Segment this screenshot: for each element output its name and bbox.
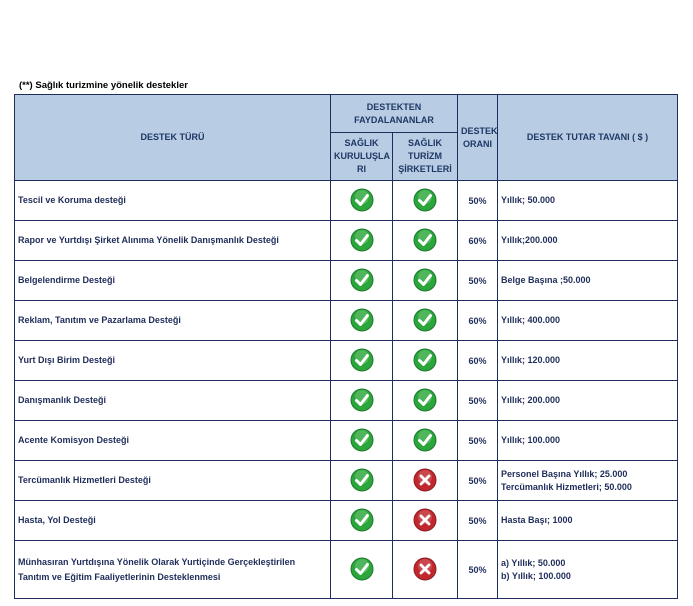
table-row [15, 421, 678, 461]
cross-icon [413, 468, 437, 494]
check-icon [350, 468, 374, 494]
support-type-cell: Acente Komisyon Desteği [15, 421, 331, 461]
support-cap-line: Yıllık;200.000 [501, 235, 558, 245]
support-cap-cell [498, 181, 678, 221]
check-icon [350, 428, 374, 454]
table-row [15, 341, 678, 381]
health-company-cell [393, 341, 458, 381]
health-company-cell [393, 461, 458, 501]
health-institution-cell [331, 261, 393, 301]
table-row [15, 461, 678, 501]
check-icon [413, 428, 437, 454]
health-institution-cell [331, 181, 393, 221]
health-institution-cell [331, 301, 393, 341]
support-cap-cell [498, 461, 678, 501]
health-company-cell [393, 301, 458, 341]
support-cap-line: Yıllık; 50.000 [501, 195, 556, 205]
check-icon [413, 348, 437, 374]
support-cap-line: Personel Başına Yıllık; 25.000 [501, 468, 628, 479]
header-support-rate: DESTEK ORANI [458, 95, 498, 181]
support-type-cell: Rapor ve Yurtdışı Şirket Alınıma Yönelik Danışmanlık Desteği [15, 221, 331, 261]
support-cap-line: Yıllık; 200.000 [501, 395, 561, 405]
support-rate-cell: 60% [458, 341, 498, 381]
health-institution-cell [331, 461, 393, 501]
support-cap-cell [498, 501, 678, 541]
support-cap-line: Yıllık; 100.000 [501, 435, 561, 445]
support-cap-line: Hasta Başı; 1000 [501, 515, 573, 525]
header-health-tourism-companies: SAĞLIK TURİZM ŞİRKETLERİ [393, 133, 458, 181]
check-icon [350, 308, 374, 334]
support-rate-cell: 60% [458, 301, 498, 341]
header-beneficiaries: DESTEKTEN FAYDALANANLAR [331, 95, 458, 133]
health-institution-cell [331, 381, 393, 421]
support-cap-cell [498, 541, 678, 599]
support-cap-line: Belge Başına ;50.000 [501, 275, 591, 285]
check-icon [350, 348, 374, 374]
check-icon [413, 388, 437, 414]
table-body [15, 181, 678, 599]
health-institution-cell [331, 501, 393, 541]
support-rate-cell: 60% [458, 221, 498, 261]
support-type-cell: Danışmanlık Desteği [15, 381, 331, 421]
health-company-cell [393, 381, 458, 421]
health-company-cell [393, 421, 458, 461]
table-row [15, 301, 678, 341]
support-cap-line: Tercümanlık Hizmetleri; 50.000 [501, 481, 632, 492]
support-rate-cell: 50% [458, 381, 498, 421]
header-support-cap: DESTEK TUTAR TAVANI ( $ ) [498, 95, 678, 181]
support-cap-line: Yıllık; 400.000 [501, 315, 561, 325]
check-icon [350, 228, 374, 254]
health-company-cell [393, 221, 458, 261]
check-icon [350, 268, 374, 294]
table-row [15, 261, 678, 301]
check-icon [350, 188, 374, 214]
support-type-cell: Tercümanlık Hizmetleri Desteği [15, 461, 331, 501]
support-type-cell: Yurt Dışı Birim Desteği [15, 341, 331, 381]
support-rate-cell: 50% [458, 421, 498, 461]
check-icon [350, 388, 374, 414]
health-institution-cell [331, 221, 393, 261]
support-cap-cell [498, 381, 678, 421]
support-rate-cell: 50% [458, 501, 498, 541]
table-row [15, 541, 678, 599]
health-institution-cell [331, 421, 393, 461]
support-cap-cell [498, 261, 678, 301]
support-type-cell: Tescil ve Koruma desteği [15, 181, 331, 221]
support-cap-cell [498, 341, 678, 381]
health-company-cell [393, 181, 458, 221]
table-caption: (**) Sağlık turizmine yönelik destekler [19, 80, 188, 91]
check-icon [413, 268, 437, 294]
table-row [15, 221, 678, 261]
support-cap-cell [498, 221, 678, 261]
support-table [14, 94, 678, 599]
health-company-cell [393, 541, 458, 599]
cross-icon [413, 557, 437, 583]
support-rate-cell: 50% [458, 541, 498, 599]
check-icon [350, 557, 374, 583]
health-institution-cell [331, 541, 393, 599]
support-type-cell: Reklam, Tanıtım ve Pazarlama Desteği [15, 301, 331, 341]
support-cap-cell [498, 301, 678, 341]
support-cap-cell [498, 421, 678, 461]
support-cap-line: a) Yıllık; 50.000 [501, 557, 566, 568]
table-row [15, 181, 678, 221]
support-cap-line: b) Yıllık; 100.000 [501, 570, 571, 581]
support-rate-cell: 50% [458, 181, 498, 221]
check-icon [413, 188, 437, 214]
support-type-cell: Belgelendirme Desteği [15, 261, 331, 301]
support-rate-cell: 50% [458, 461, 498, 501]
cross-icon [413, 508, 437, 534]
header-support-type: DESTEK TÜRÜ [15, 95, 331, 181]
support-type-cell: Hasta, Yol Desteği [15, 501, 331, 541]
check-icon [413, 228, 437, 254]
support-rate-cell: 50% [458, 261, 498, 301]
check-icon [350, 508, 374, 534]
check-icon [413, 308, 437, 334]
support-cap-line: Yıllık; 120.000 [501, 355, 561, 365]
health-institution-cell [331, 341, 393, 381]
health-company-cell [393, 501, 458, 541]
support-type-cell: Münhasıran Yurtdışına Yönelik Olarak Yurtiçinde Gerçekleştirilen Tanıtım ve Eğitim Faaliyetlerinin Desteklenmesi [15, 541, 331, 599]
health-company-cell [393, 261, 458, 301]
table-row [15, 381, 678, 421]
header-health-institutions: SAĞLIK KURULUŞLA RI [331, 133, 393, 181]
table-row [15, 501, 678, 541]
